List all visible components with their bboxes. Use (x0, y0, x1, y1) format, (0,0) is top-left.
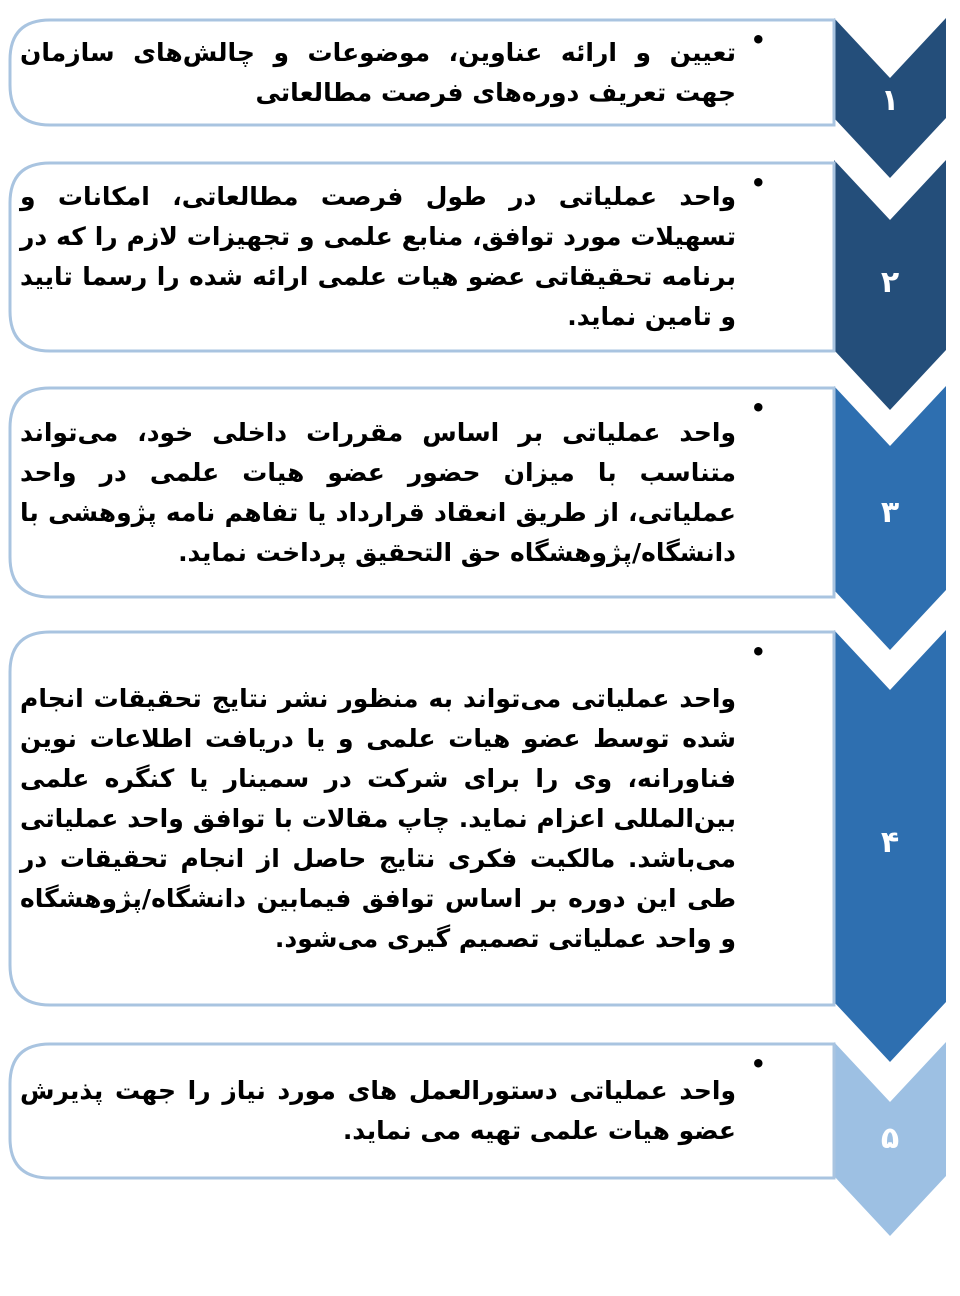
step-5-text-box (12, 1044, 782, 1178)
bullet-icon: • (750, 1050, 766, 1078)
step-1-text-box (12, 20, 782, 125)
step-5-text: واحد عملیاتی دستورالعمل های مورد نیاز را جهت پذیرش عضو هیات علمی تهیه می نماید. (20, 1076, 736, 1145)
step-4-text: واحد عملیاتی می‌تواند به منظور نشر نتایج تحقیقات انجام شده توسط عضو هیات علمی و یا دریافت اطلاعات نوین فناورانه، وی را برای شرکت در سمینار یا کنگره علمی بین‌المللی اعزام نماید. چاپ مقالات با توافق واحد عملیاتی می‌باشد. مالکیت فکری نتایج حاصل از انجام تحقیقات در طی این دوره بر اساس توافق فیمابین دانشگاه/پژوهشگاه و واحد عملیاتی تصمیم گیری می‌شود. (20, 683, 736, 953)
step-3-text: واحد عملیاتی بر اساس مقررات داخلی خود، می‌تواند متناسب با میزان حضور عضو هیات علمی در واحد عملیاتی، از طریق انعقاد قرارداد یا تفاهم نامه پژوهشی با دانشگاه/پژوهشگاه حق التحقیق پرداخت نماید. (20, 417, 736, 567)
step-1-text: تعیین و ارائه عناوین، موضوعات و چالش‌های سازمان جهت تعریف دوره‌های فرصت مطالعاتی (20, 37, 736, 107)
step-4-number: ۴ (880, 825, 900, 860)
step-4-text-box (12, 632, 782, 1005)
bullet-icon: • (750, 394, 766, 422)
step-2-text-box (12, 163, 782, 351)
bullet-icon: • (750, 169, 766, 197)
bullet-icon: • (750, 638, 766, 666)
step-3-text-box (12, 388, 782, 597)
bullet-icon: • (750, 26, 766, 54)
step-5-number: ۵ (880, 1121, 900, 1156)
step-1-number: ۱ (880, 83, 900, 118)
step-2-text: واحد عملیاتی در طول فرصت مطالعاتی، امکانات و تسهیلات مورد توافق، منابع علمی و تجهیزات لازم را که در برنامه تحقیقاتی عضو هیات علمی ارائه شده را رسما تایید و تامین نماید. (20, 182, 736, 331)
step-3-number: ۳ (880, 495, 900, 530)
step-2-number: ۲ (880, 265, 900, 300)
